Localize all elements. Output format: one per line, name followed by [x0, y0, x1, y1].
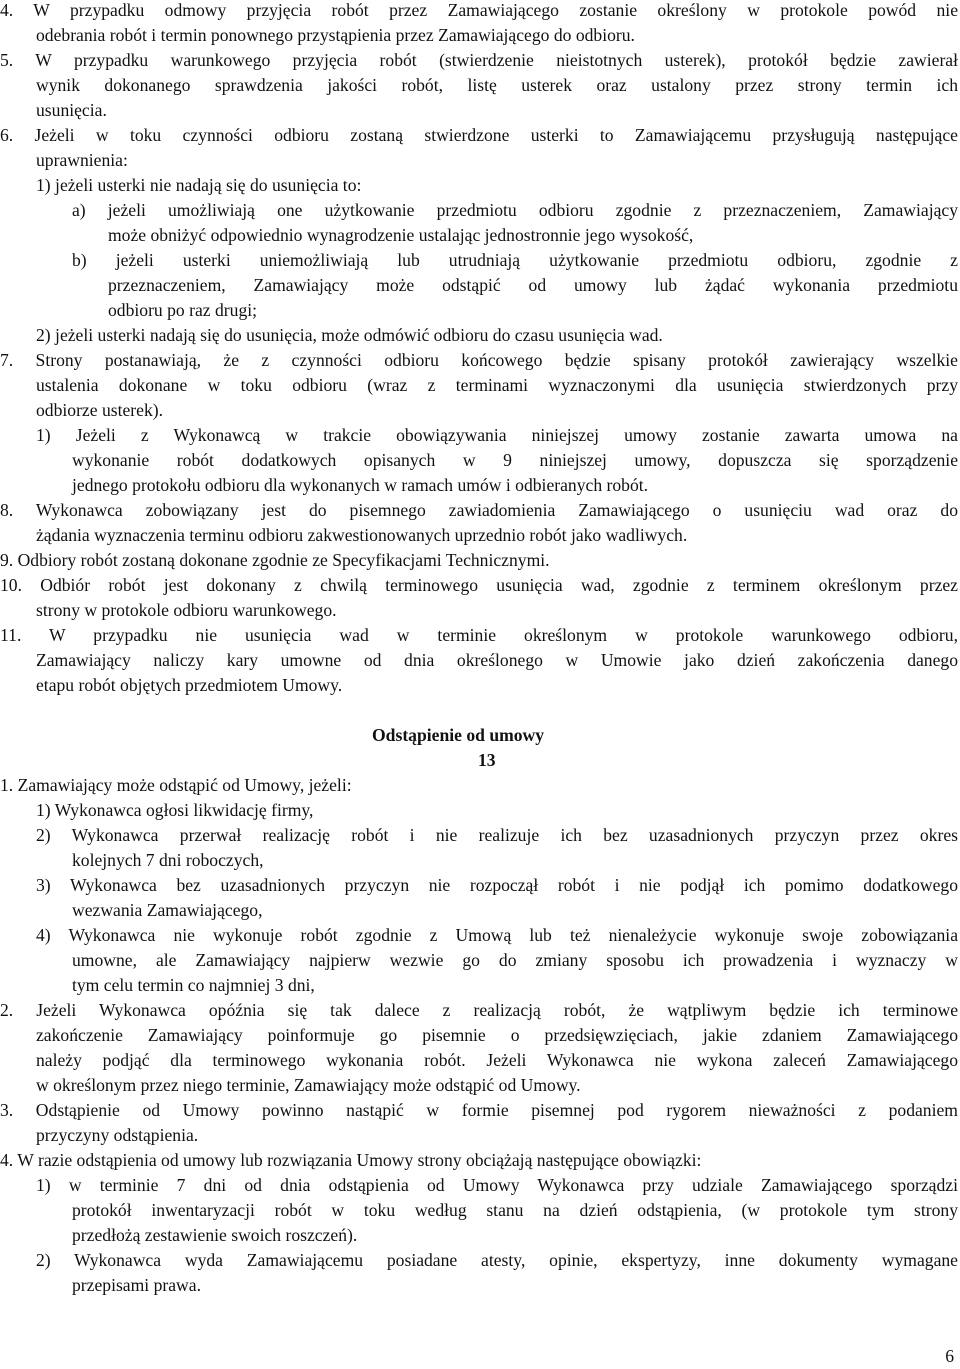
s2-line1: 2. Jeżeli Wykonawca opóźnia się tak dalece z realizacją robót, że wątpliwym będzie ich terminowe: [0, 1000, 958, 1020]
para7-item1-line2: wykonanie robót dodatkowych opisanych w 9 niniejszej umowy, dopuszcza się sporządzenie: [72, 450, 958, 470]
s1-item4-line3: tym celu termin co najmniej 3 dni,: [72, 975, 315, 995]
s4-line1: 4. W razie odstąpienia od umowy lub rozwiązania Umowy strony obciążają następujące obowiązki:: [0, 1150, 702, 1170]
s2-line4: w określonym przez niego terminie, Zamawiający może odstąpić od Umowy.: [36, 1075, 581, 1095]
para6-item1a-line2: może obniżyć odpowiednio wynagrodzenie ustalając jednostronnie jego wysokość,: [108, 225, 694, 245]
s1-item4-line1: 4) Wykonawca nie wykonuje robót zgodnie z Umową lub też nienależycie wykonuje swoje zobowiązania: [36, 925, 958, 945]
s3-line2: przyczyny odstąpienia.: [36, 1125, 199, 1145]
para6-line1: 6. Jeżeli w toku czynności odbioru zostaną stwierdzone usterki to Zamawiającemu przysługują następujące: [0, 125, 958, 145]
section-title: Odstąpienie od umowy: [372, 725, 545, 745]
para4-line2: odebrania robót i termin ponownego przystąpienia przez Zamawiającego do odbioru.: [36, 25, 635, 45]
s1-item3-line1: 3) Wykonawca bez uzasadnionych przyczyn nie rozpoczął robót i nie podjął ich pomimo dodatkowego: [36, 875, 958, 895]
para4-line1: 4. W przypadku odmowy przyjęcia robót przez Zamawiającego zostanie określony w protokole powód nie: [0, 0, 958, 20]
s1-line1: 1. Zamawiający może odstąpić od Umowy, jeżeli:: [0, 775, 352, 795]
section-number: [460, 748, 496, 773]
para6-item1b-line3: odbioru po raz drugi;: [108, 300, 258, 320]
para8-line1: 8. Wykonawca zobowiązany jest do pisemnego zawiadomienia Zamawiającego o usunięciu wad oraz do: [0, 500, 958, 520]
s4-item2-line1: 2) Wykonawca wyda Zamawiającemu posiadane atesty, opinie, ekspertyzy, inne dokumenty wymagane: [36, 1250, 958, 1270]
s3-line1: 3. Odstąpienie od Umowy powinno nastąpić w formie pisemnej pod rygorem nieważności z podaniem: [0, 1100, 958, 1120]
para6-item1a-line1: a) jeżeli umożliwiają one użytkowanie przedmiotu odbioru zgodnie z przeznaczeniem, Zamawiający: [72, 200, 958, 220]
para7-line2: ustalenia dokonane w toku odbioru (wraz z terminami wyznaczonymi dla usunięcia stwierdzonych przy: [36, 375, 958, 395]
para11-line2: Zamawiający naliczy kary umowne od dnia określonego w Umowie jako dzień zakończenia danego: [36, 650, 958, 670]
para8-line2: żądania wyznaczenia terminu odbioru zakwestionowanych uprzednio robót jako wadliwych.: [36, 525, 688, 545]
para11-line1: 11. W przypadku nie usunięcia wad w terminie określonym w protokole warunkowego odbioru,: [0, 625, 958, 645]
s1-item1: 1) Wykonawca ogłosi likwidację firmy,: [36, 800, 314, 820]
para7-item1-line3: jednego protokołu odbioru dla wykonanych w ramach umów i odbieranych robót.: [72, 475, 649, 495]
para10-line2: strony w protokole odbioru warunkowego.: [36, 600, 337, 620]
para6-item1b-line2: przeznaczeniem, Zamawiający może odstąpić od umowy lub żądać wykonania przedmiotu: [108, 275, 958, 295]
para10-line1: 10. Odbiór robót jest dokonany z chwilą terminowego usunięcia wad, zgodnie z terminem określonym przez: [0, 575, 958, 595]
s1-item2-line2: kolejnych 7 dni roboczych,: [72, 850, 264, 870]
s4-item1-line1: 1) w terminie 7 dni od dnia odstąpienia od Umowy Wykonawca przy udziale Zamawiającego sporządzi: [36, 1175, 958, 1195]
para5-line1: 5. W przypadku warunkowego przyjęcia robót (stwierdzenie nieistotnych usterek), protokół będzie zawierał: [0, 50, 958, 70]
para7-item1-line1: 1) Jeżeli z Wykonawcą w trakcie obowiązywania niniejszej umowy zostanie zawarta umowa na: [36, 425, 958, 445]
s4-item1-line2: protokół inwentaryzacji robót w toku według stanu na dzień odstąpienia, (w protokole tym strony: [72, 1200, 958, 1220]
s1-item4-line2: umowne, ale Zamawiający najpierw wezwie go do zmiany sposobu ich prowadzenia i wyznaczy w: [72, 950, 958, 970]
para6-item1: 1) jeżeli usterki nie nadają się do usunięcia to:: [36, 175, 362, 195]
page-number: 6: [945, 1346, 954, 1366]
para7-line1: 7. Strony postanawiają, że z czynności odbioru końcowego będzie spisany protokół zawierający wszelkie: [0, 350, 958, 370]
para6-item2: 2) jeżeli usterki nadają się do usunięcia, może odmówić odbioru do czasu usunięcia wad.: [36, 325, 663, 345]
s2-line2: zakończenie Zamawiający poinformuje go pisemnie o przedsięwzięciach, jakie zdaniem Zamawiającego: [36, 1025, 958, 1045]
para6-item1b-line1: b) jeżeli usterki uniemożliwiają lub utrudniają użytkowanie przedmiotu odbioru, zgodnie z: [72, 250, 958, 270]
s4-item2-line2: przepisami prawa.: [72, 1275, 201, 1295]
para5-line2: wynik dokonanego sprawdzenia jakości robót, listę usterek oraz ustalony przez strony termin ich: [36, 75, 958, 95]
para5-line3: usunięcia.: [36, 100, 107, 120]
para7-line3: odbiorze usterek).: [36, 400, 164, 420]
s2-line3: należy podjąć dla terminowego wykonania robót. Jeżeli Wykonawca nie wykona zaleceń Zamawiającego: [36, 1050, 958, 1070]
para11-line3: etapu robót objętych przedmiotem Umowy.: [36, 675, 343, 695]
s4-item1-line3: przedłożą zestawienie swoich roszczeń).: [72, 1225, 358, 1245]
s1-item3-line2: wezwania Zamawiającego,: [72, 900, 263, 920]
para6-line2: uprawnienia:: [36, 150, 128, 170]
para9-line1: 9. Odbiory robót zostaną dokonane zgodnie ze Specyfikacjami Technicznymi.: [0, 550, 550, 570]
s1-item2-line1: 2) Wykonawca przerwał realizację robót i nie realizuje ich bez uzasadnionych przyczyn przez okres: [36, 825, 958, 845]
section-number-value: 13: [478, 750, 496, 770]
